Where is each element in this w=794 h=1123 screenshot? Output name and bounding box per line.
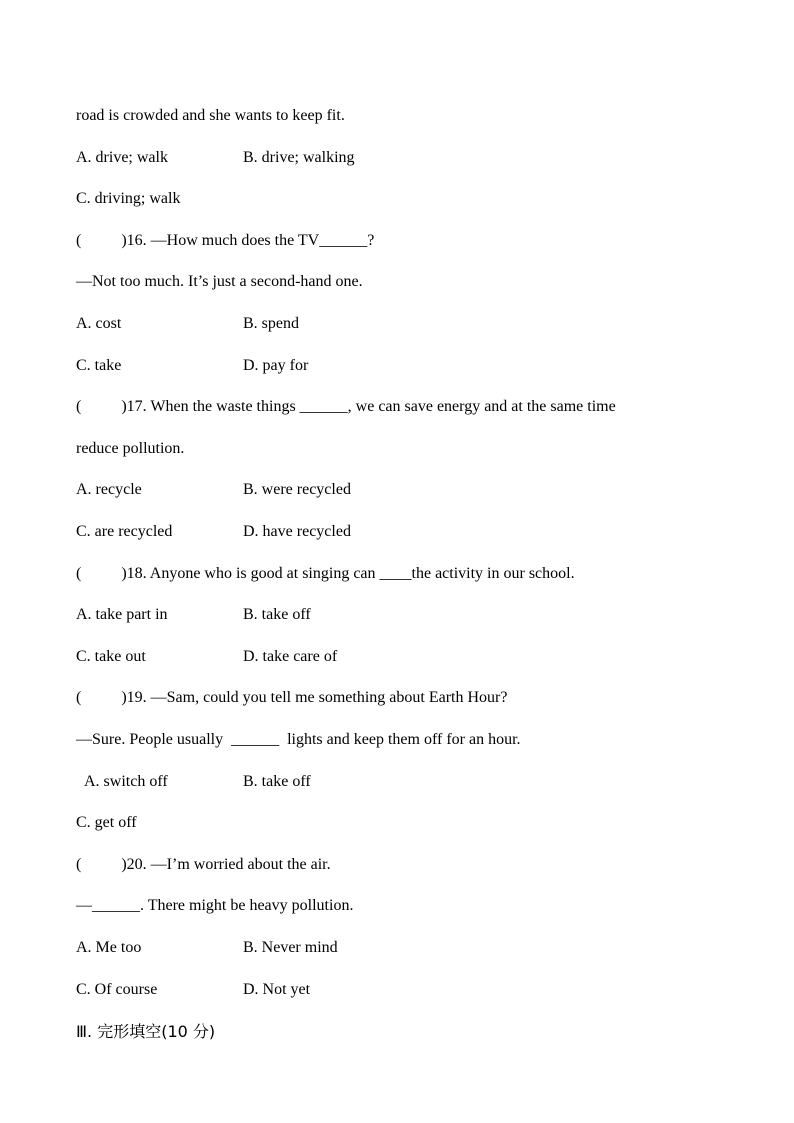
q20-stem: ( )20. —I’m worried about the air. xyxy=(76,856,331,873)
intro-continuation: road is crowded and she wants to keep fit. xyxy=(76,107,345,124)
q19-option-c: C. get off xyxy=(76,814,137,831)
q17-option-d: D. have recycled xyxy=(243,523,351,540)
q18-option-c: C. take out xyxy=(76,648,146,665)
q18-option-a: A. take part in xyxy=(76,606,168,623)
q20-option-c: C. Of course xyxy=(76,981,158,998)
q15-option-c: C. driving; walk xyxy=(76,190,181,207)
q19-reply: —Sure. People usually ______ lights and keep them off for an hour. xyxy=(76,731,521,748)
q16-stem: ( )16. —How much does the TV______? xyxy=(76,232,375,249)
q18-option-b: B. take off xyxy=(243,606,311,623)
q16-option-d: D. pay for xyxy=(243,357,309,374)
q17-option-c: C. are recycled xyxy=(76,523,173,540)
q20-option-a: A. Me too xyxy=(76,939,142,956)
q16-option-a: A. cost xyxy=(76,315,122,332)
q16-option-b: B. spend xyxy=(243,315,299,332)
q17-stem: ( )17. When the waste things ______, we can save energy and at the same time xyxy=(76,398,616,415)
q15-option-b: B. drive; walking xyxy=(243,149,355,166)
q20-option-d: D. Not yet xyxy=(243,981,311,998)
q18-option-d: D. take care of xyxy=(243,648,338,665)
q16-reply: —Not too much. It’s just a second-hand one. xyxy=(76,273,363,290)
q17-option-a: A. recycle xyxy=(76,481,142,498)
q16-option-c: C. take xyxy=(76,357,122,374)
q17-option-b: B. were recycled xyxy=(243,481,351,498)
q19-option-a: A. switch off xyxy=(84,773,168,790)
q20-option-b: B. Never mind xyxy=(243,939,338,956)
section-heading-cloze: Ⅲ. 完形填空(10 分) xyxy=(76,1022,216,1041)
q19-stem: ( )19. —Sam, could you tell me something about Earth Hour? xyxy=(76,689,508,706)
q19-option-b: B. take off xyxy=(243,773,311,790)
q15-option-a: A. drive; walk xyxy=(76,149,168,166)
q17-stem-continued: reduce pollution. xyxy=(76,440,185,457)
q18-stem: ( )18. Anyone who is good at singing can ____the activity in our school. xyxy=(76,565,575,582)
q20-reply: —______. There might be heavy pollution. xyxy=(76,897,354,914)
